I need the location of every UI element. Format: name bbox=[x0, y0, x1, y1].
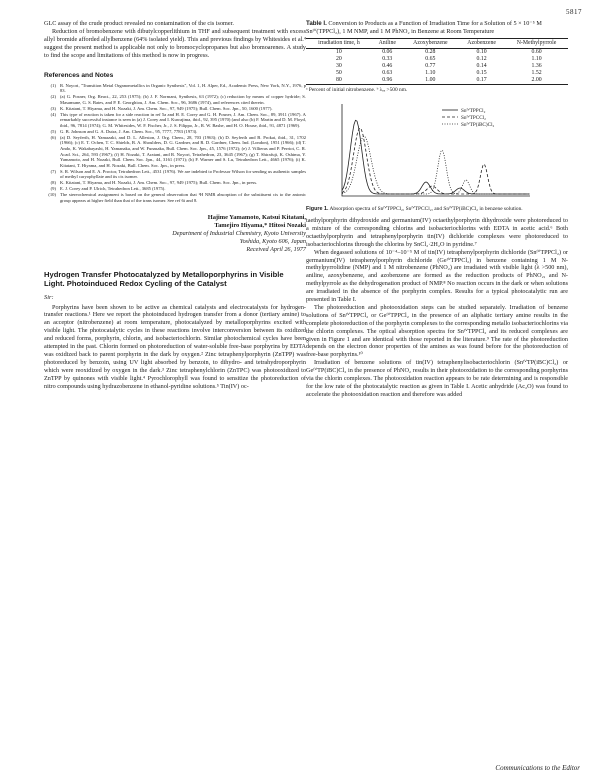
table-footnote: ᵃ Percent of initial nitrobenzene. ᵇ λₑₓ >500 nm. bbox=[306, 87, 408, 94]
body-paragraph: Porphyrins have been shown to be active as chemical catalysts and electrocatalysts for hydrogen-transfer reactions.¹ Here we report the photoinduced hydrogen transfer from a donor (tertiary amine) to an acceptor (nitrobenzene) at room temperature, photocatalyzed by metalloporphyrins excited with visible light. The photocatalytic cycles in these reactions involve interconversion between its oxidized and reduced forms, porphyrin, chlorin, and isobacteriochlorin. Similar photochemical cycles have been attempted in the past. Chlorin formed on photoreduction of water-soluble free-base porphyrins by EDTA was oxidized back to parent porphyrin in the dark by oxygen.² Zinc tetraphenylporphyrin (ZnTPP) was photoreduced by benzoin, using UV light absorbed by benzoin, to dihydro- and tetrahydroporphyrin which were reoxidized by oxygen in the dark.³ Zinc tetraphenylchlorin (ZnTPC) was photooxidized to ZnTPP by quinones with visible light.⁴ Pyrochlorophyll was found to sensitize the photoreduction of nitro compounds using hydrazobenzene in ethanol-pyridine solutions.⁵ Tin(IV) oc- bbox=[44, 303, 306, 390]
spectrum-series-line bbox=[342, 128, 530, 194]
table-cell: 1.10 bbox=[425, 70, 436, 77]
reference-text: The stereochemical assignment is based on the general observation that ¹H NMR absorption of the substituent cis to the anionic group appears at higher field than that of the trans isomer. See ref 6i and 8. bbox=[60, 192, 306, 203]
table-label: Table I. bbox=[306, 20, 327, 27]
reference-item bbox=[44, 135, 306, 169]
table-column-header: Aniline bbox=[378, 40, 396, 47]
body-paragraph: GLC assay of the crude product revealed no contamination of the cis isomer. bbox=[44, 20, 234, 27]
reference-item bbox=[44, 180, 306, 186]
table-column-header: irradiation time, h bbox=[318, 40, 360, 47]
reference-item bbox=[44, 83, 306, 94]
affiliation-line: Yoshida, Kyoto 606, Japan bbox=[239, 237, 306, 245]
table-cell: 0.17 bbox=[476, 77, 487, 84]
table-row bbox=[306, 63, 568, 70]
reference-text: This type of reaction is taken for a side reaction in ref 5a and H. E. Corey and G. H. Posner, J. Am. Chem. Soc., 89, 3911 (1967). A remarkably successful instance is seen in (a) J. Corey and I. Kuwajima, ibid., 92, 395 (1970) (and also (b) F. Martin and D. M. Floyd, ibid., 96, 7814 (1974); G. M. Whitesides, W. F. Fischer, Jr., J. S. Filippo, Jr., R. W. Bashe, and H. O. House, ibid., 91, 4871 (1969). bbox=[60, 111, 306, 128]
body-paragraph: The photoreduction and photooxidation steps can be studied separately. Irradiation of benzene solutions of SnᴵⱽTPPCl₂ or GeᴵⱽTPPCl₂ in the presence of an aliphatic tertiary amine results in the complete photoreduction of the porphyrin complexes to the corresponding metallo isobacteriochlorins via the chlorin complexes. The optical absorption spectra for SnᴵⱽTPPCl₂ and its reduced complexes are given in Figure 1 and are identical with those reported in the literature.⁹ The rate of the photoreduction depends on the electron donor properties of the amines as was found before for the photoreduction of free-base porphyrins.¹⁰ bbox=[306, 303, 568, 359]
reference-item bbox=[44, 106, 306, 112]
reference-text: S. R. Wilson and E. A. Proctor, Tetrahedron Lett., 4531 (1976). We are indebted to Professor Wilson for sending us authentic samples of methyl caryophyllate and its cis isomer. bbox=[60, 168, 306, 180]
reference-number: (1) bbox=[50, 82, 56, 88]
table-cell: 0.15 bbox=[476, 70, 487, 77]
reference-text: K. Kitatani, T. Hiyama, and H. Nozaki, J. Am. Chem. Soc., 97, 949 (1975); Bull. Chem. Soc. Jpn., in press. bbox=[60, 180, 258, 186]
table-title: Conversion to Products as a Function of Irradiation Time for a Solution of 5 × 10⁻⁵ M Snᴵⱽ(TPPCl₂), 1 M NMP, and 1 M PhNO₂ in Benzene at Room Temperature bbox=[306, 20, 542, 35]
table-column-header: Azobenzene bbox=[467, 40, 496, 47]
table-cell: 0.12 bbox=[476, 56, 487, 63]
right-column bbox=[306, 20, 568, 399]
reference-number: (10) bbox=[48, 192, 56, 198]
table-cell: 1.00 bbox=[425, 77, 436, 84]
body-paragraph: When degassed solutions of 10⁻⁴–10⁻⁵ M of tin(IV) tetraphenylporphyrin dichloride (SnᴵⱽTPPCl₂) or germanium(IV) tetraphenylporphyrin dichloride (GeᴵⱽTPPCl₂) in benzene containing 1 M N-methylpyrrolidine (NMP) and 1 M nitrobenzene (PhNO₂) are irradiated with visible light (λ >500 nm), aniline, azoxybenzene, and azobenzene are formed as the reduction products of PhNO₂, and N-methylpyrrole as the dehydrogenation product of NMP.⁸ No reaction occurs in the dark or when solutions are irradiated in the absence of the porphyrin complex. Results for a typical photocatalytic run are presented in Table I. bbox=[306, 248, 568, 304]
table-cell: 80 bbox=[336, 77, 342, 84]
legend-label: SnᴵⱽTP(iBC)Cl₂ bbox=[461, 122, 495, 129]
table-cell: 0.65 bbox=[425, 56, 436, 63]
reference-item bbox=[44, 169, 306, 180]
salutation: Sir: bbox=[44, 293, 54, 301]
reference-text: R. Noyori, "Transition Metal Organometallics in Organic Synthesis", Vol. 1, H. Alper, Ed., Academic Press, New York, N.Y., 1976, p 83. bbox=[60, 82, 306, 94]
table-cell: 0.77 bbox=[425, 63, 436, 70]
table-header-row bbox=[306, 39, 568, 49]
table-row bbox=[306, 49, 568, 57]
reference-item bbox=[44, 129, 306, 135]
reference-text: K. Kitatani, T. Hiyama, and H. Nozaki, J. Am. Chem. Soc., 97, 949 (1975); Bull. Chem. Soc. Jpn., 50, 1600 (1977). bbox=[60, 105, 273, 111]
table-caption bbox=[306, 20, 568, 35]
table-cell: 30 bbox=[336, 63, 342, 70]
reference-number: (4) bbox=[50, 111, 56, 117]
table-cell: 0.60 bbox=[531, 49, 542, 56]
received-date: Received April 26, 1977 bbox=[246, 245, 306, 253]
chart-axis bbox=[342, 104, 530, 196]
table-cell: 0.10 bbox=[476, 49, 487, 56]
table-column-header: Azoxybenzene bbox=[413, 40, 448, 47]
spectrum-series-line bbox=[342, 120, 530, 194]
journal-section-footer: Communications to the Editor bbox=[495, 764, 580, 772]
reference-text: (a) D. Seyferth, H. Yamazaki, and D. L. Alleston, J. Org. Chem., 28, 703 (1963); (b) D. Seyferth and B. Prokai, ibid., 31, 1702 (1966); (c) E. T. Ochen, T. C. Shields, B. A. Shoulders, D. G. Gardner, and R. D. Gardner, Chem. Ind. (London), 1951 (1966); (d) T. Ando, K. Wakabayashi, H. Yamanaka, and W. Funasaka, Bull. Chem. Soc. Jpn., 45, 1576 (1972); (e) J. Villieras and P. Perriot, C. R. Acad. Sci., 264, 593 (1967); (f) H. Nozaki, T. Aratani, and R. Noyori, Tetrahedron, 23, 3645 (1967); (g) T. Shirafuji, K. Oshima, Y. Yamamoto, and H. Nozaki, Bull. Chem. Soc. Jpn., 44, 3161 (1971); (h) F. Warner and S. Lu, Tetrahedron Lett., 4665 (1976); (i) K. Kitatani, T. Hiyama, and H. Nozaki, Bull. Chem. Soc. Jpn., in press. bbox=[60, 134, 306, 168]
table-cell: 50 bbox=[336, 70, 342, 77]
reference-number: (3) bbox=[50, 105, 56, 111]
left-column bbox=[44, 20, 306, 390]
reference-item bbox=[44, 192, 306, 203]
table-cell: 1.52 bbox=[531, 70, 542, 77]
body-paragraph: taethylporphyrin dihydroxide and germanium(IV) octaethylporphyrin dihydroxide were photoreduced to a mixture of the corresponding chlorins and isobacteriochlorins with EDTA in acetic acid.⁶ Both octaethylporphyrin and tetraphenylporphyrin tin(IV) dichloride complexes were photoreduced to isobacteriochlorins through the chlorins by SnCl₂·2H₂O in pyridine.⁷ bbox=[306, 216, 568, 248]
table-cell: 0.96 bbox=[382, 77, 393, 84]
table-cell: 1.10 bbox=[531, 56, 542, 63]
spectrum-series-line bbox=[342, 136, 530, 194]
reference-number: (2) bbox=[50, 94, 56, 100]
table-cell: 0.06 bbox=[382, 49, 393, 56]
reference-text: (a) G. Posner, Org. React., 22, 253 (1975); (b) J. F. Normant, Synthesis, 63 (1972); (c) reduction by means of copper hydride; S. Masamune, G. S. Bates, and P. E. Georghiou, J. Am. Chem. Soc., 96, 3686 (1974), and references cited therein. bbox=[60, 94, 306, 105]
table-row bbox=[306, 56, 568, 63]
reference-number: (5) bbox=[50, 128, 56, 134]
table-column-header: N-Methylpyrrole bbox=[516, 40, 557, 47]
figure-caption bbox=[306, 206, 568, 213]
table-cell: 0.28 bbox=[425, 49, 436, 56]
absorption-spectra-chart bbox=[334, 100, 534, 204]
table-cell: 0.14 bbox=[476, 63, 487, 70]
reference-text: E. J. Corey and P. Ulrich, Tetrahedron Lett., 3685 (1975). bbox=[60, 186, 166, 192]
reference-text: G. B. Johnson and G. A. Dutra, J. Am. Chem. Soc., 95, 7777, 7783 (1973). bbox=[60, 128, 198, 134]
reference-number: (8) bbox=[50, 180, 56, 186]
table-cell: 1.36 bbox=[531, 63, 542, 70]
affiliation-line: Department of Industrial Chemistry, Kyoto University bbox=[172, 229, 306, 237]
reference-item bbox=[44, 186, 306, 192]
reference-number: (6) bbox=[50, 134, 56, 140]
table-body bbox=[306, 49, 568, 85]
conversion-table bbox=[306, 38, 568, 85]
author-list bbox=[44, 214, 306, 230]
table-cell: 2.00 bbox=[531, 77, 542, 84]
table-row bbox=[306, 77, 568, 85]
reference-number: (9) bbox=[50, 186, 56, 192]
legend-label: SnᴵⱽTPCCl₂ bbox=[461, 115, 486, 122]
table-row bbox=[306, 70, 568, 77]
table-cell: 0.63 bbox=[382, 70, 393, 77]
page-number: 5817 bbox=[566, 8, 582, 16]
figure-label: Figure 1. bbox=[306, 206, 329, 213]
body-paragraph: Irradiation of benzene solutions of tin(IV) tetraphenylisobacteriochlorin (SnᴵⱽTP(iBC)Cl₂) or GeᴵⱽTP(iBC)Cl₂ in the presence of PhNO₂ results in their photooxidation to the corresponding porphyrins via the chlorin complexes. The photooxidation reaction appears to be rate determining and is responsible for the low rate of the photocatalytic reaction as given in Table I. Acetic anhydride (Ac₂O) was found to accelerate the photooxidation reaction and therefore was added bbox=[306, 359, 568, 398]
legend-label: SnᴵⱽTPPCl₂ bbox=[461, 108, 486, 115]
table-cell: 0.33 bbox=[382, 56, 393, 63]
author-line: Hajime Yamamoto, Katsui Kitatani, bbox=[207, 213, 306, 221]
table-cell: 10 bbox=[336, 49, 342, 56]
reference-item bbox=[44, 112, 306, 129]
article-title: Hydrogen Transfer Photocatalyzed by Metalloporphyrins in Visible Light. Photoinduced Redox Cycling of the Catalyst bbox=[44, 269, 284, 288]
references-heading: References and Notes bbox=[44, 71, 114, 79]
figure-caption-text: Absorption spectra of SnᴵⱽTPPCl₂, SnᴵⱽTPCCl₂, and SnᴵⱽTP(iBC)Cl₂ in benzene solution. bbox=[329, 206, 523, 213]
reference-list bbox=[44, 83, 306, 204]
table-cell: 20 bbox=[336, 56, 342, 63]
author-line: Tamejiro Hiyama,* Hitosi Nozaki bbox=[214, 221, 306, 229]
reference-number: (7) bbox=[50, 168, 56, 174]
spectra-svg bbox=[334, 100, 534, 204]
reference-item bbox=[44, 94, 306, 105]
table-cell: 0.46 bbox=[382, 63, 393, 70]
body-paragraph: Reduction of bromobenzene with dibutylcopperlithium in THF and subsequent treatment with excess allyl bromide afforded allylbenzene (64% isolated yield). This and previous findings by Whitesides et al.⁴ suggest the present method is applicable not only to bromocyclopropanes but also bromoarenes. A study to find the scope and limitations of this method is now in progress. bbox=[44, 27, 306, 59]
affiliation bbox=[44, 230, 306, 254]
